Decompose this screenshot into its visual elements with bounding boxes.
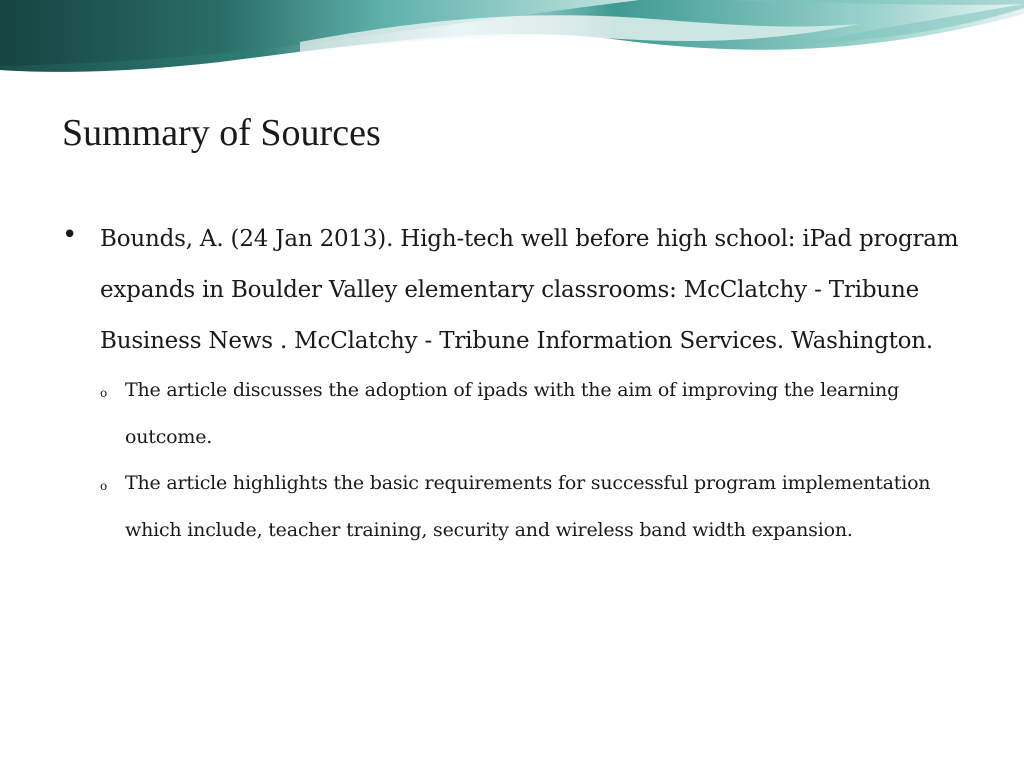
citation-bullet-item xyxy=(62,214,962,367)
decorative-wave-banner xyxy=(0,0,1024,90)
bullet-list xyxy=(62,214,962,553)
sub-bullet-text: The article highlights the basic requirements for successful program implementation which include, teacher training, security and wireless band width expansion. xyxy=(125,472,931,541)
hollow-circle-bullet-icon: o xyxy=(100,479,108,493)
citation-text: Bounds, A. (24 Jan 2013). High-tech well before high school: iPad program expands in Boulder Valley elementary classrooms: McClatchy - Tribune Business News . McClatchy - Tribune Information Services. Washington. xyxy=(100,226,959,354)
hollow-circle-bullet-icon: o xyxy=(100,386,108,400)
sub-bullet-item xyxy=(100,460,962,553)
sub-bullet-text: The article discusses the adoption of ipads with the aim of improving the learning outcome. xyxy=(125,379,900,448)
sub-bullet-item xyxy=(100,367,962,460)
slide-title: Summary of Sources xyxy=(62,112,381,154)
bullet-dot-icon: • xyxy=(62,220,78,250)
